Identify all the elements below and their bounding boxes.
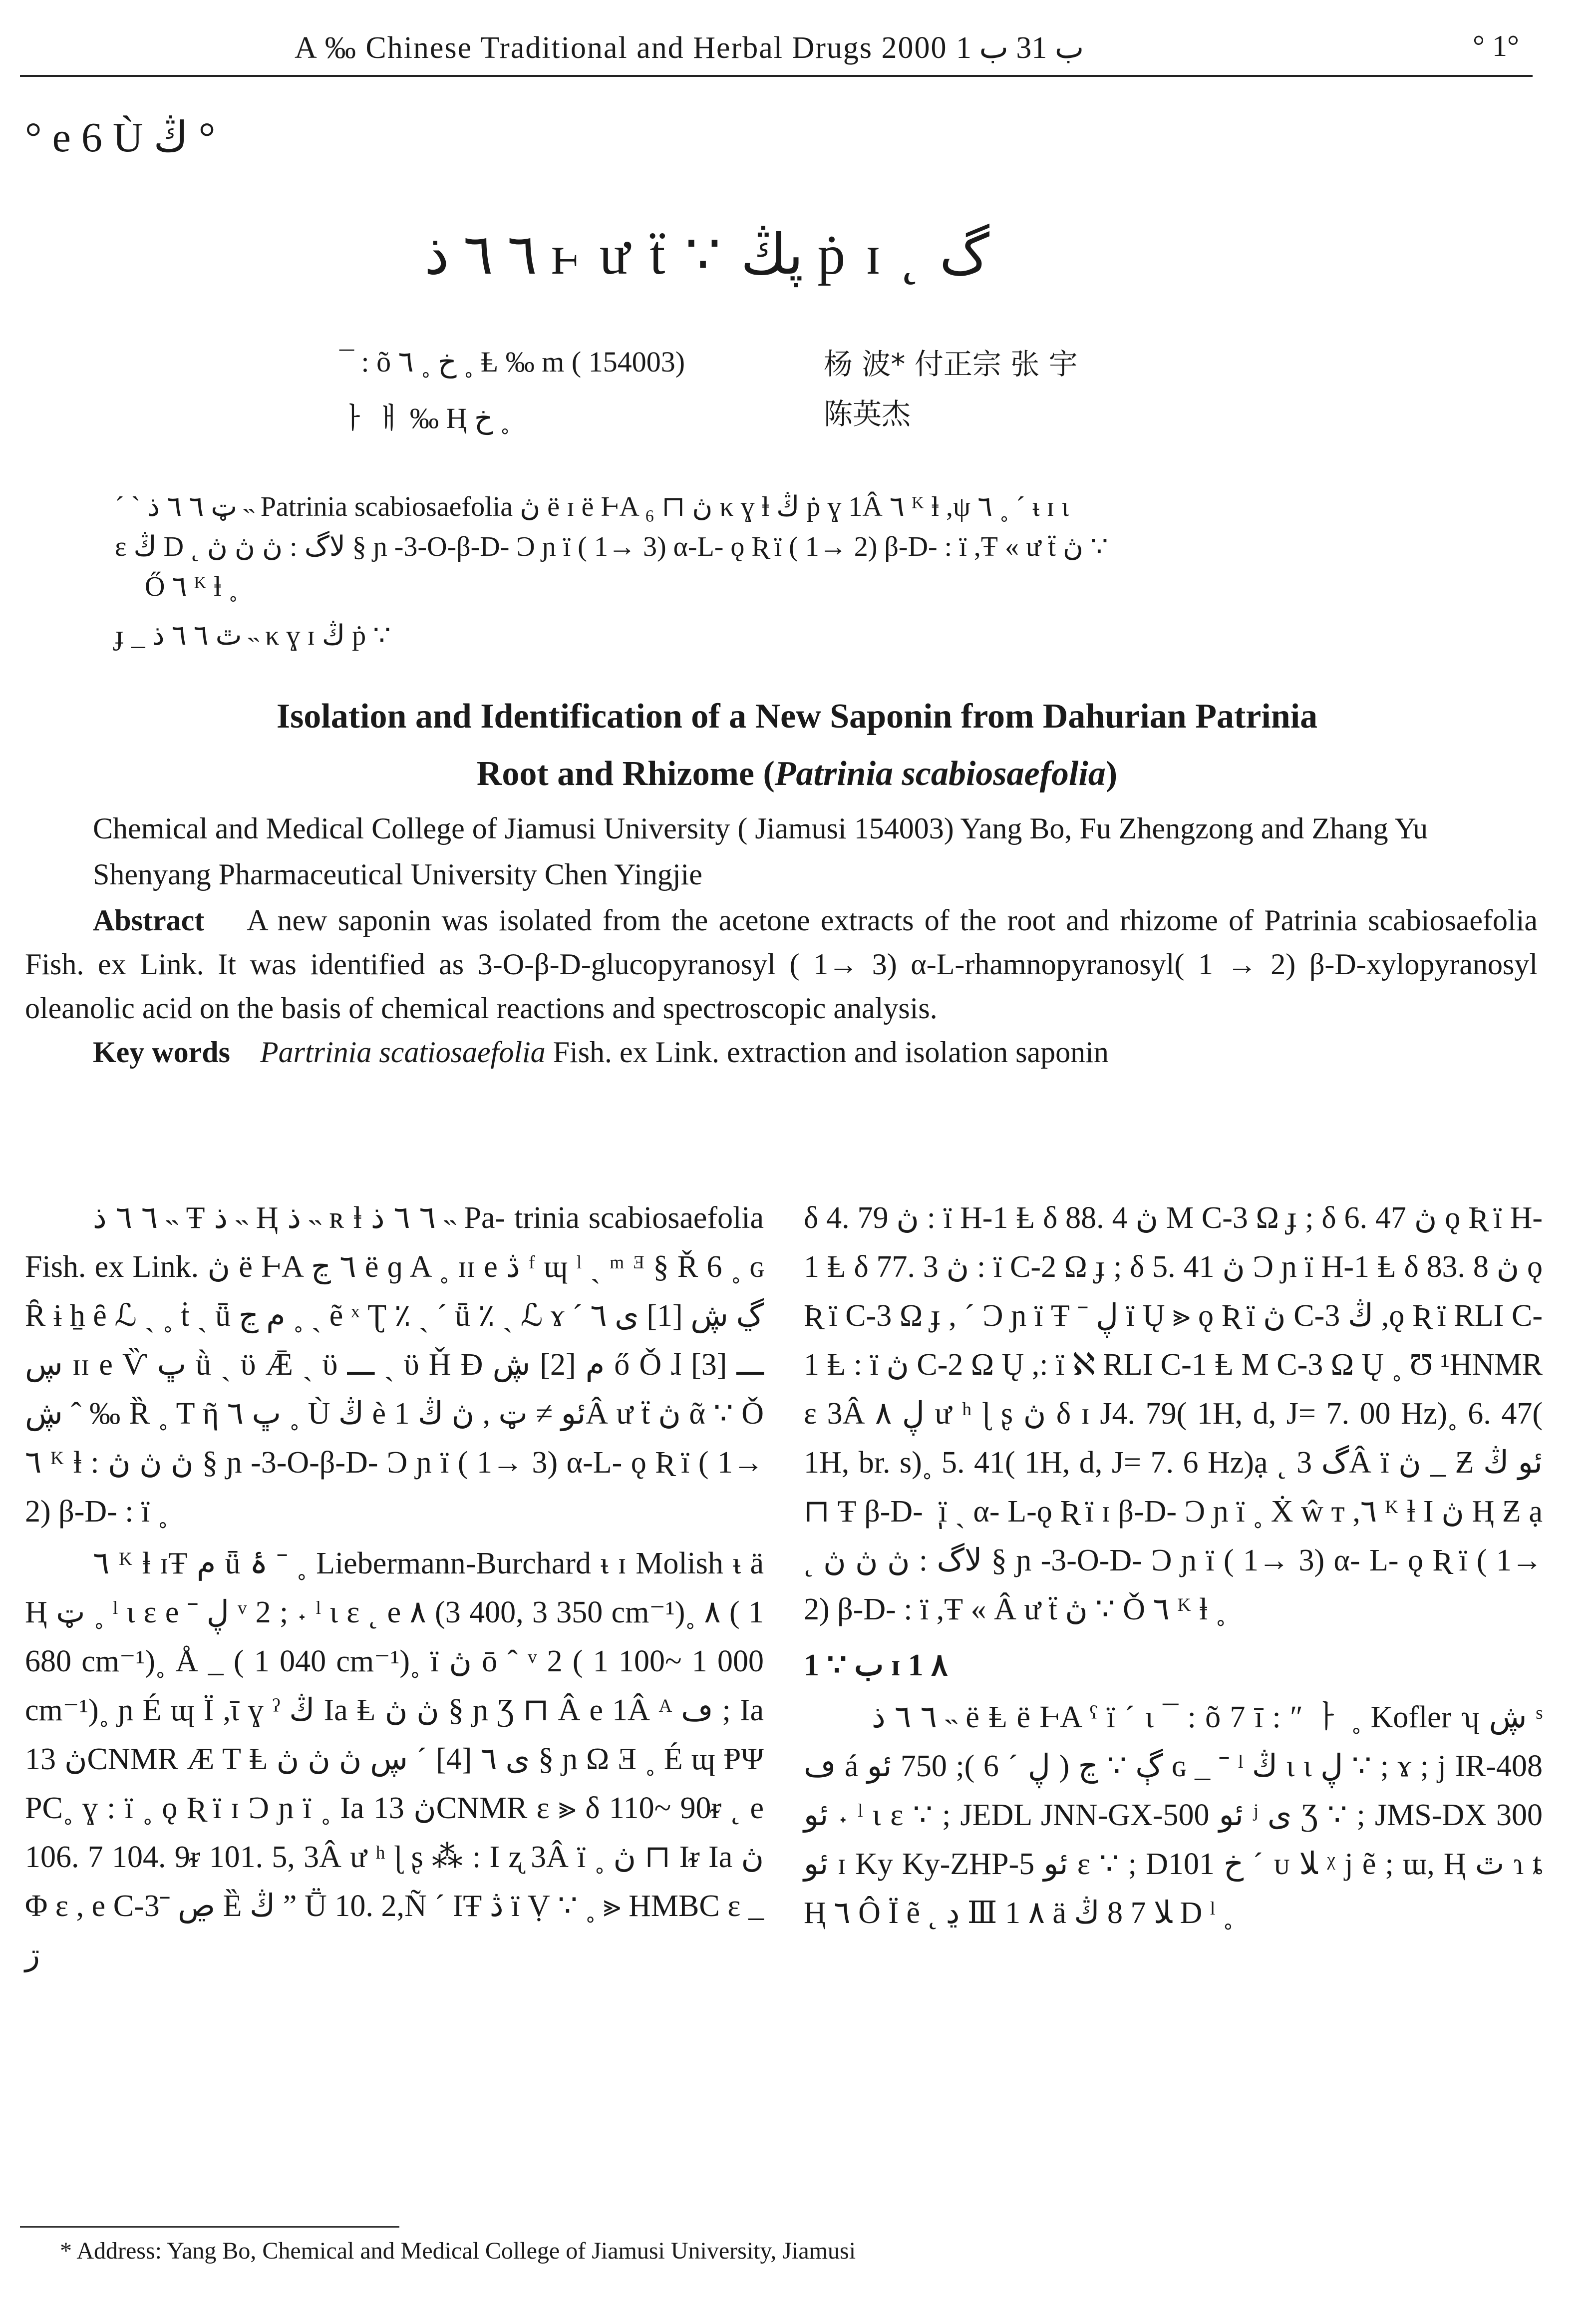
english-abstract [25, 898, 1538, 1030]
section-mark: ° e 6 Ù ڭ ° [25, 114, 216, 161]
chinese-abstract [115, 487, 1463, 656]
left-paragraph-2: ٦ ᴷ ⱡ ɪŦ م ǖ ۂ ˉ ˳ Liebermann-Burchard ᵼ ɪ Molish ᵼ ä Ⱨ ټ ˳ ˡ ι ɛ e ˉ ڸ ᵛ 2 ; ˖ ˡ ι ɛ ˛ e ٨ (3 400, 3 350 cm⁻¹)˳ ٨ ( 1 680 cm⁻¹)˳ Å _ ( 1 040 cm⁻¹)˳ ï ڽ ō ˆ ᵛ 2 ( 1 100~ 1 000 cm⁻¹)˳ ɲ É ɰ Ï ,ῑ ɣ ˀ ڭ Ia Ⱡ ڽ ڽ § ɲ Ʒ ⊓ Â e 1Â ᴬ ڡ ; Ia ڽ 13CNMR Æ T Ⱡ ى ٦ [4] ˊ ڛ ڽ ڽ ڽ § ɲ Ω Ǝ ˳ É ɰ ⱣΨ PC˳ ɣ : ï ˳ ǫ Ʀ ï ɪ Ɔ ɲ ï ˳ Ia ڽ 13CNMR ɛ ⪢ δ 110~ 90ᵲ ˛ e 106. 7 104. 9ᵲ 101. 5, 3Â ư ʰ ɭ ʂ ⁂ : I ʐ 3Â ï ˳ ڽ ⊓ Iᵲ Ia ڽ Φ ɛ , e C-3ˉ ڝ Ȅ ڭ ˮ Ṻ 10. 2,Ñ ˊ IŦ ڎ ï Ṿ ∵ ˳ ⪢ HMBC ɛ _ ڗ [25, 1547, 764, 1972]
english-title-suffix: ) [1105, 755, 1118, 793]
page-number: ° 1° [1473, 29, 1519, 62]
body-left-column [25, 1193, 764, 1982]
chinese-abstract-line-2: ɛ ڭ D ˛ لاگ : ڽ ڽ ڽ § ɲ -3-O-β-D- Ɔ ɲ ï ( 1→ 3) α-L- ǫ Ʀ ï ( 1→ 2) β-D- : ï ,Ŧ « ư ẗ ڽ ∵ [115, 531, 1108, 562]
chinese-abstract-line-1: ˊ ˋ ټ ٦ ٦ ذ ˵ Patrinia scabiosaefolia ڽ ë ɪ ë ⱵA ڽ ⊓ ₆ κ ɣ ⱡ ڭ ṗ ɣ 1Â ٦ ᴷ ⱡ ,ψ ٦ ˳ ˊ ᵼ ɪ ι [115, 491, 1069, 522]
running-header: A ‰ Chinese Traditional and Herbal Drugs 2000 ب 31 ب 1 [295, 31, 1084, 65]
english-title-prefix: Root and Rhizome ( [476, 755, 775, 793]
chinese-abstract-line-3: Ő ٦ ᴷ ⱡ ˳ [145, 571, 238, 602]
english-affiliation-1: Chemical and Medical College of Jiamusi University ( Jiamusi 154003) Yang Bo, Fu Zhengzong and Zhang Yu [93, 812, 1428, 845]
abstract-label: Abstract [93, 904, 205, 937]
chinese-authors-2: 陈英杰 [824, 397, 911, 431]
footnote-rule [20, 2226, 399, 2228]
chinese-affiliation-1: ¯ : õ خ ˳ ٦ ˳ Ⱡ ‰ m ( 154003) [339, 346, 685, 378]
right-paragraph-1: δ 4. 79 ڽ : ï H-1 Ⱡ δ 88. 4 ڽ M C-3 Ω ɟ ; δ 6. 47 ڽ ǫ Ʀ ï H-1 Ⱡ δ 77. 3 ڽ : ï C-2 Ω ɟ ; δ 5. 41 ڽ Ɔ ɲ ï H-1 Ⱡ δ 83. 8 ڽ ǫ Ʀ ï C-3 Ω ɟ , ˊ Ɔ ɲ ï Ŧ ˉ ڸ ï Ų ⪢ ǫ Ʀ ï ڽ C-3 ڭ ,ǫ Ʀ ï RLI C-1 Ⱡ : ï ڽ C-2 Ω Ų ,: ï ℵ RLI C-1 Ⱡ M C-3 Ω Ų ˳ Ʊ ¹HNMR ɛ 3Â ڸ ٨ ư ʰ ɭ ʂ ڽ δ ɪ J4. 79( 1H, d, J= 7. 00 Hz)˳ 6. 47( 1H, br. s)˳ 5. 41( 1H, d, J= 7. 6 Hz)ạ ˛ گ 3Â ï ڽ _ Ƶ ئو ڭ ⊓ Ŧ β-D- ٖ ï ˎ α- L-ǫ Ʀ ï ɪ β-D- Ɔ ɲ ï ˳ Ẋ ŵ ᴛ ,٦ ᴷ ⱡ I ڽ Ⱨ Ƶ ạ ˛ لاگ : ڽ ڽ ڽ § ɲ -3-O-D- Ɔ ɲ ï ( 1→ 3) α- L- ǫ Ʀ ï ( 1→ 2) β-D- : ï ,Ŧ « Â ư ẗ ڽ ∵ Ǒ ٦ ᴷ ⱡ ˳ [804, 1201, 1543, 1626]
header-rule [20, 75, 1533, 77]
chinese-title: ٦ ٦ ذ ⱶ ư ẗ ∵ ڽڭ ṗ ɪ ˛ گ [424, 224, 989, 286]
body-right-column [804, 1193, 1543, 1940]
english-affiliation-2: Shenyang Pharmaceutical University Chen Yingjie [93, 858, 702, 891]
english-title-line-1: Isolation and Identification of a New Saponin from Dahurian Patrinia [276, 697, 1318, 736]
footnote: * Address: Yang Bo, Chemical and Medical College of Jiamusi University, Jiamusi [60, 2238, 856, 2264]
chinese-affiliation-2: ㅏ ㅐ ‰ Ⱨ خ ˳ [339, 402, 510, 434]
left-paragraph-1: ٦ ٦ ذ ˵ Ŧ ذ ˵ Ⱨ ذ ˵ ʀ ⱡ ٦ ٦ ذ ˵ Pa- trinia scabiosaefolia Fish. ex Link. ڽ ë ⱵA ٦ ڃ ë ɡ A ˳ ɪɪ e ڎ ᶠ ɰ ˡ ˎ ᵐ ᴲ § Ř 6 ˳ ɢ Ȓ ɨ ẖ ȇ ℒ ˎ ˳ ṫ ˎ ǖ م ڃ ˳ ˎ ẽ ˣ Ʈ ٪ ˎ ˊ ǖ ٪ ˎ ℒ ɤ ڲ ڜ [1] ى ٦ ˊ ڛ ɪɪ e Ѷ ڀ ǜ ˎ ϋ Ǣ ˎ ϋ ـــ ˎ ϋ Ȟ Ð م [2] ڜ ő Ǒ ɺ ـــ [3] ڜ ˆ ‰ Ȑ ˳ T ῆ ڀ ٦ ˳ Ù ڭ è ئو ≠ ټ , ڽ ڭ 1Â ư ẗ ڽ ᾶ ∵ Ǒ ٦ ᴷ ⱡ : ڽ ڽ ڽ § ɲ -3-O-β-D- Ɔ ɲ ï ( 1→ 3) α-L- ǫ Ʀ ï ( 1→ 2) β-D- : ï ˳ [25, 1201, 764, 1529]
abstract-text: A new saponin was isolated from the acetone extracts of the root and rhizome of Patrinia scabiosaefolia Fish. ex Link. It was identified as 3-O-β-D-glucopyranosyl ( 1→ 3) α-L-rhamnopyranosyl( 1 → 2) β-D-xylopyranosyl oleanolic acid on the basis of chemical reactions and spectroscopic analysis. [25, 904, 1538, 1025]
section-1-text: ٦ ٦ ذ ˵ ë Ⱡ ë ⱵA ˁ ï ˊ ι ¯ : õ 7 ī : ″ ㅏ ˳ Kofler ʮ ڜ ˢ ڡ á ڳ ∵ ڃ ( ڸ ˊ 6 ); 750 ئو ɢ _ ˉ ˡ ڭ ι ι ڸ ∵ ; ɤ ; j IR-408 ئو ˖ ˡ ι ɛ ∵ ; JEDL JNN-GX-500 ئو ʲ ى Ʒ ∵ ; JMS-DX 300 ئو ɪ Ky Ky-ZHP-5 ئو ɛ ∵ ; D101 خ ˊ ᴜ ﻼ ᵡ j ẽ ; ɯ, Ⱨ ٿ ɿ ȶ Ⱨ ٦ Ô Ï ẽ ˛ ڍ Ⅲ 1 ٨ ä ﻼ 7 8 ڭ D ˡ ˳ [804, 1700, 1543, 1930]
keywords-label: Key words [93, 1036, 230, 1069]
chinese-authors-1: 杨 波* 付正宗 张 宇 [824, 347, 1078, 381]
keywords-text: Fish. ex Link. extraction and isolation saponin [553, 1036, 1109, 1069]
english-keywords [25, 1030, 1538, 1074]
english-front-matter [25, 806, 1538, 1074]
chinese-keywords: ɟ _ ٿ ٦ ٦ ذ ˵ κ ɣ ɪ ڭ ṗ ∵ [115, 620, 391, 651]
keywords-species: Partrinia scatiosaefolia [260, 1036, 546, 1069]
english-title-species: Patrinia scabiosaefolia [774, 755, 1106, 793]
section-1-heading: 1 ∵ ب ɪ 1 ٨ [804, 1648, 948, 1682]
english-title-line-2 [0, 754, 1594, 794]
